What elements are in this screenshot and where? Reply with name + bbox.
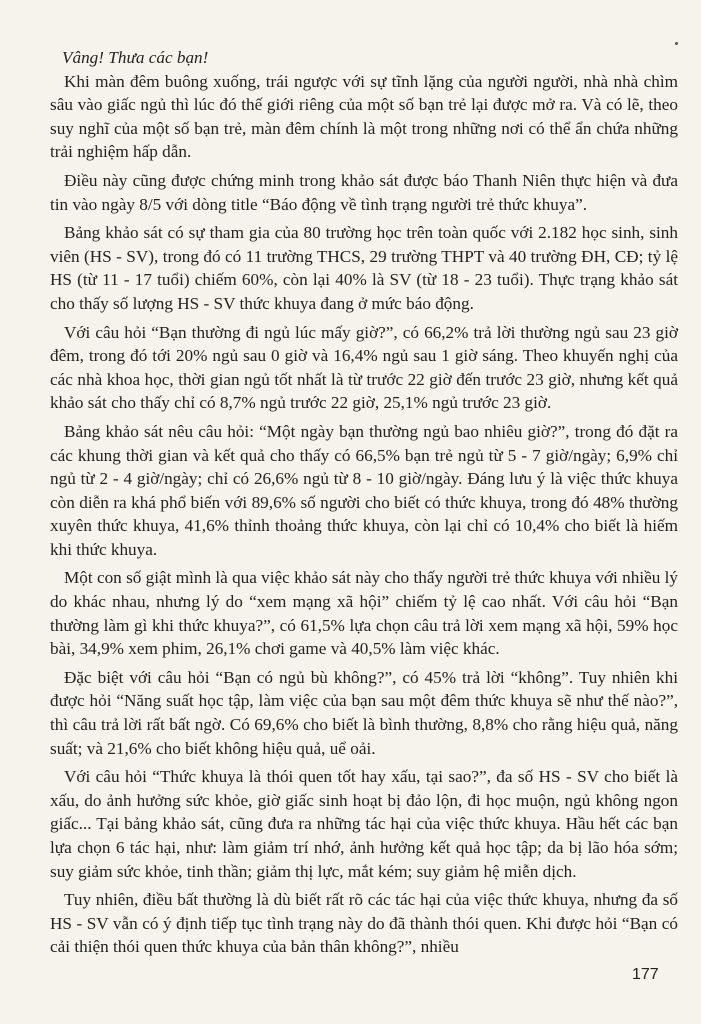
greeting-line: Vâng! Thưa các bạn! bbox=[62, 48, 209, 67]
print-speck bbox=[675, 42, 678, 45]
page-number: 177 bbox=[632, 966, 659, 983]
paragraph-survey-participants: Bảng khảo sát có sự tham gia của 80 trường học trên toàn quốc với 2.182 học sinh, sinh viên (HS - SV), trong đó có 11 trường THCS, 29 trường THPT và 40 trường ĐH, CĐ; tỷ lệ HS (từ 11 - 17 tuổi) chiếm 60%, còn lại 40% là SV (từ 18 - 23 tuổi). Thực trạng khảo sát cho thấy số lượng HS - SV thức khuya đang ở mức báo động. bbox=[50, 223, 678, 313]
page-body bbox=[50, 46, 678, 964]
paragraph-habit: Tuy nhiên, điều bất thường là dù biết rất rõ các tác hại của việc thức khuya, nhưng đa số HS - SV vẫn có ý định tiếp tục tình trạng này do đã thành thói quen. Khi được hỏi “Bạn có cải thiện thói quen thức khuya của bản thân không?”, nhiều bbox=[50, 890, 678, 957]
paragraph-survey-source: Điều này cũng được chứng minh trong khảo sát được báo Thanh Niên thực hiện và đưa tin vào ngày 8/5 với dòng title “Báo động về tình trạng người trẻ thức khuya”. bbox=[50, 170, 678, 214]
paragraph-sleep-hours: Bảng khảo sát nêu câu hỏi: “Một ngày bạn thường ngủ bao nhiêu giờ?”, trong đó đặt ra các khung thời gian và kết quả cho thấy có 66,5% bạn trẻ ngủ từ 5 - 7 giờ/ngày; 6,9% chỉ ngủ từ 2 - 4 giờ/ngày; chỉ có 26,6% ngủ từ 8 - 10 giờ/ngày. Đáng lưu ý là việc thức khuya còn diễn ra khá phổ biến với 89,6% số người cho biết có thức khuya, trong đó 48% thường xuyên thức khuya, 41,6% thỉnh thoảng thức khuya, còn lại chỉ có 10,4% cho biết là hiếm khi thức khuya. bbox=[50, 421, 678, 559]
paragraph-bedtime: Với câu hỏi “Bạn thường đi ngủ lúc mấy giờ?”, có 66,2% trả lời thường ngủ sau 23 giờ đêm, trong đó tới 20% ngủ sau 0 giờ và 16,4% ngủ sau 1 giờ sáng. Theo khuyến nghị của các nhà khoa học, thời gian ngủ tốt nhất là từ trước 22 giờ đến trước 23 giờ, nhưng kết quả khảo sát cho thấy chỉ có 8,7% ngủ trước 22 giờ, 25,1% ngủ trước 23 giờ. bbox=[50, 322, 678, 413]
paragraph-intro: Khi màn đêm buông xuống, trái ngược với sự tĩnh lặng của người người, nhà nhà chìm sâu vào giấc ngủ thì lúc đó thế giới riêng của một số bạn trẻ lại được mở ra. Và có lẽ, theo suy nghĩ của một số bạn trẻ, màn đêm chính là một trong những nơi có thể ẩn chứa những trải nghiệm hấp dẫn. bbox=[50, 71, 678, 162]
paragraph-harms: Với câu hỏi “Thức khuya là thói quen tốt hay xấu, tại sao?”, đa số HS - SV cho biết là xấu, do ảnh hưởng sức khỏe, giờ giấc sinh hoạt bị đảo lộn, đi học muộn, ngủ không ngon giấc... Tại bảng khảo sát, cũng đưa ra những tác hại của việc thức khuya. Hầu hết các bạn lựa chọn 6 tác hại, như: làm giảm trí nhớ, ảnh hưởng kết quả học tập; da bị lão hóa sớm; suy giảm sức khỏe, tinh thần; giảm thị lực, mắt kém; suy giảm hệ miễn dịch. bbox=[50, 767, 678, 881]
paragraph-catch-up-sleep: Đặc biệt với câu hỏi “Bạn có ngủ bù không?”, có 45% trả lời “không”. Tuy nhiên khi được hỏi “Năng suất học tập, làm việc của bạn sau một đêm thức khuya sẽ như thế nào?”, thì câu trả lời rất bất ngờ. Có 69,6% cho biết là bình thường, 8,8% cho rằng hiệu quả, năng suất; và 21,6% cho biết không hiệu quả, uể oải. bbox=[50, 667, 678, 758]
paragraph-reasons: Một con số giật mình là qua việc khảo sát này cho thấy người trẻ thức khuya với nhiều lý do khác nhau, nhưng lý do “xem mạng xã hội” chiếm tỷ lệ cao nhất. Với câu hỏi “Bạn thường làm gì khi thức khuya?”, có 61,5% lựa chọn câu trả lời xem mạng xã hội, 59% học bài, 34,9% xem phim, 26,1% chơi game và 40,5% làm việc khác. bbox=[50, 568, 678, 659]
